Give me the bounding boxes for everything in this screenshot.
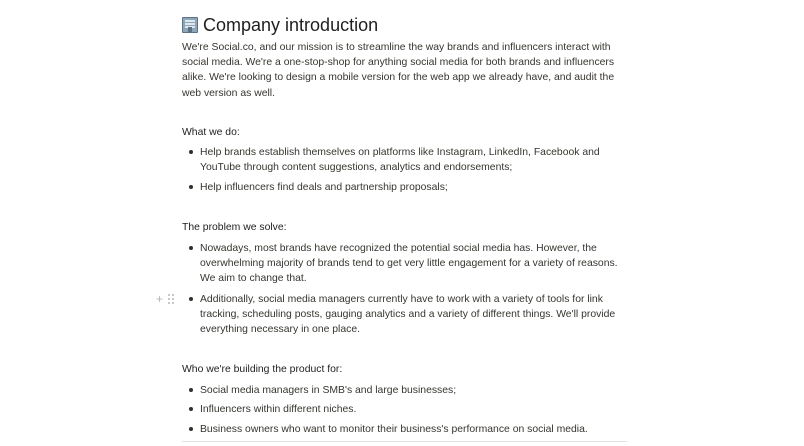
list-item-text: Help influencers find deals and partnership proposals;	[200, 182, 448, 193]
list-item[interactable]	[186, 402, 628, 417]
what-we-do-heading[interactable]: What we do:	[182, 127, 240, 138]
bullet-dot-icon	[189, 407, 193, 411]
list-item-text: Social media managers in SMB's and large businesses;	[200, 385, 457, 396]
list-item[interactable]	[186, 145, 628, 175]
bullet-dot-icon	[189, 388, 193, 392]
list-item[interactable]	[186, 241, 628, 287]
drag-handle-icon[interactable]	[168, 292, 176, 306]
bullet-dot-icon	[189, 297, 193, 301]
list-item[interactable]	[186, 383, 628, 398]
add-block-icon[interactable]: +	[156, 292, 164, 306]
list-item-text: Additionally, social media managers currently have to work with a variety of tools for link tracking, scheduling posts, gauging analytics and a variety of different things. We'll provide everything necessary in one place.	[200, 294, 616, 336]
page-title-text: Company introduction	[203, 14, 379, 35]
audience-heading[interactable]: Who we're building the product for:	[182, 364, 343, 375]
list-item-text: Business owners who want to monitor their business's performance on social media.	[200, 424, 588, 435]
bullet-dot-icon	[189, 185, 193, 189]
problem-heading[interactable]: The problem we solve:	[182, 222, 287, 233]
bullet-dot-icon	[189, 246, 193, 250]
page-title[interactable]	[182, 12, 378, 38]
list-item-text: Help brands establish themselves on platforms like Instagram, LinkedIn, Facebook and YouTube through content suggestions, analytics and endorsements;	[200, 147, 600, 174]
office-building-icon[interactable]	[182, 17, 198, 33]
list-item[interactable]	[186, 292, 628, 338]
list-item-text: Nowadays, most brands have recognized the potential social media has. However, the overwhelming majority of brands tend to get very little engagement for a variety of reasons. We aim to change that.	[200, 243, 618, 285]
intro-paragraph[interactable]: We're Social.co, and our mission is to streamline the way brands and influencers interact with social media. We're a one-stop-shop for anything social media for both brands and influencers alike. We're looking to design a mobile version for the web app we already have, and audit the web version as well.	[182, 42, 615, 99]
bullet-dot-icon	[189, 150, 193, 154]
list-item[interactable]	[186, 180, 628, 195]
divider	[182, 441, 627, 442]
bullet-dot-icon	[189, 427, 193, 431]
list-item-text: Influencers within different niches.	[200, 404, 357, 415]
list-item[interactable]	[186, 422, 628, 437]
